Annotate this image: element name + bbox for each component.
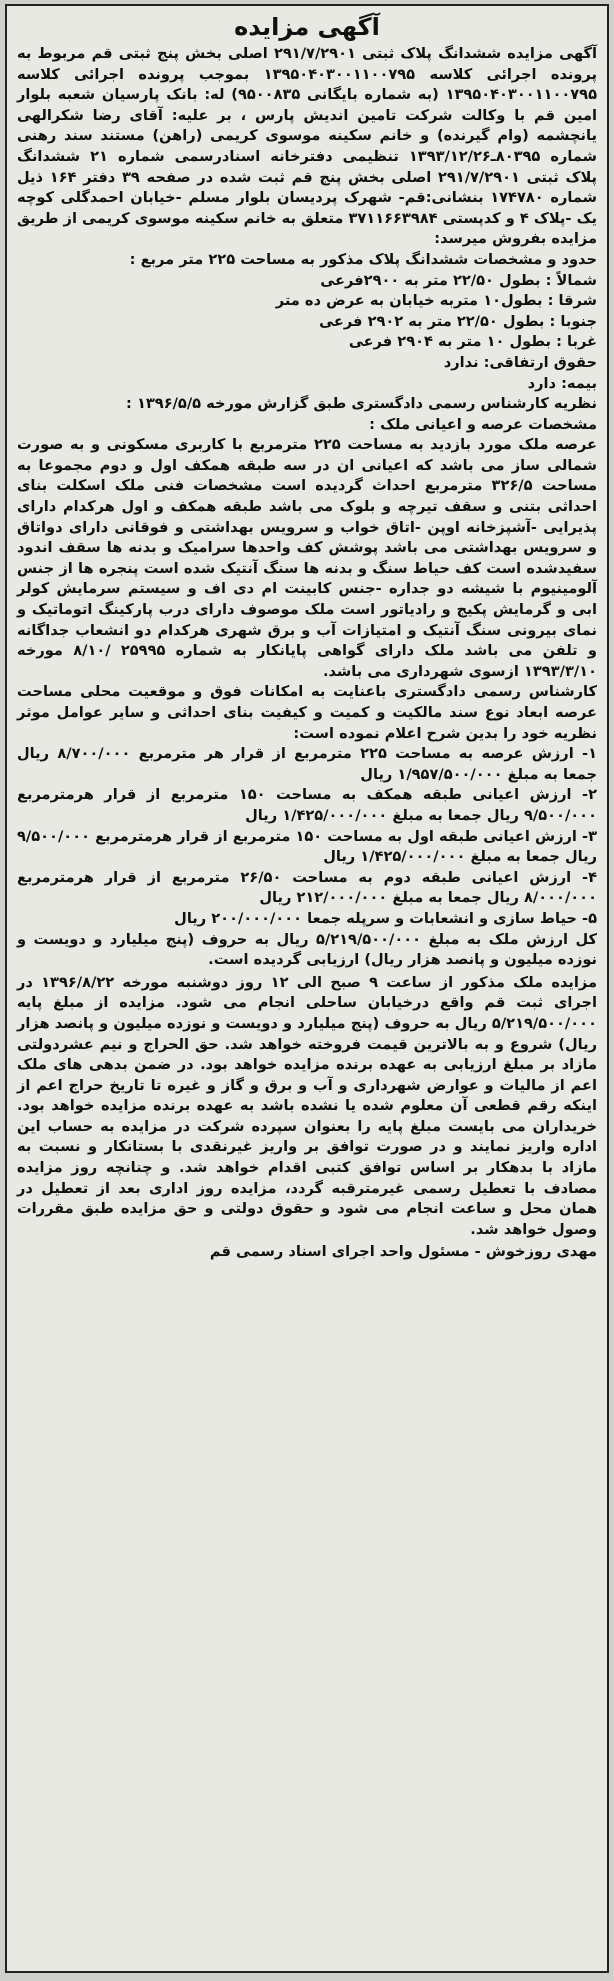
expert-heading: نظریه کارشناس رسمی دادگستری طبق گزارش مورخه ۱۳۹۶/۵/۵ : <box>126 395 597 413</box>
boundary-west: غربا : بطول ۱۰ متر به ۲۹۰۴ فرعی <box>348 333 597 351</box>
auction-notice-page <box>5 4 609 1973</box>
specs-heading: مشخصات عرصه و اعیانی ملک : <box>369 415 597 433</box>
total-value: کل ارزش ملک به مبلغ ۵/۲۱۹/۵۰۰/۰۰۰ ریال به حروف (پنج میلیارد و دویست و نوزده میلیون و پانصد هزار ریال) ارزیابی گردیده است. <box>17 930 597 969</box>
specs-paragraph: عرصه ملک مورد بازدید به مساحت ۲۲۵ مترمربع با کاربری مسکونی و به صورت شمالی ساز می باشد که اعیانی ان در سه طبقه همکف اول و دوم مجموعا به مساحت ۳۲۶/۵ مترمربع احداث گردیده است مشخصات فنی ملک اسکلت بنای احداثی بتنی و سقف تیرچه و بلوک می باشد طبقه همکف و اول هرکدام دارای پذیرایی -آشپزخانه اوپن -اتاق خواب و سرویس بهداشتی و فوقانی دارای دواتاق و سرویس بهداشتی می باشد پوشش کف واحدها سرامیک و بدنه ها سقف اندود سفیدشده است کف حیاط سنگ و بدنه ها سنگ آنتیک شده است پنجره ها از جنس آلومینیوم با شیشه دو جداره -جنس کابینت ام دی اف و سیستم سرمایش کولر ابی و گرمایش پکیج و رادیاتور است ملک موصوف دارای درب پارکینگ اتوماتیک و نمای بیرونی سنگ آنتیک و امتیازات آب و برق شهری هرکدام دو انشعاب جداگانه و تلفن می باشد ملک دارای گواهی پایانکار به شماره ۲۵۹۹۵ /۸/۱۰ مورخه ۱۳۹۳/۳/۱۰ ازسوی شهرداری می باشد. <box>17 436 598 680</box>
easement-rights: حقوق ارتفاقی: ندارد <box>443 353 597 371</box>
valuation-item-first-floor: ۳- ارزش اعیانی طبقه اول به مساحت ۱۵۰ مترمربع از قرار هرمترمربع ۹/۵۰۰/۰۰۰ ریال جمعا به مبلغ ۱/۴۲۵/۰۰۰/۰۰۰ ریال <box>17 827 597 866</box>
signature-line: مهدی روزخوش - مسئول واحد اجرای اسناد رسمی قم <box>209 1243 597 1261</box>
boundaries-intro: حدود و مشخصات ششدانگ پلاک مذکور به مساحت ۲۲۵ متر مربع : <box>129 250 597 268</box>
insurance-status: بیمه: دارد <box>527 374 597 392</box>
boundary-east: شرقا : بطول۱۰ متربه خیابان به عرض ده متر <box>275 292 597 310</box>
auction-terms: مزایده ملک مذکور از ساعت ۹ صبح الی ۱۲ روز دوشنبه مورخه ۱۳۹۶/۸/۲۲ در اجرای ثبت قم واقع درخیابان ساحلی انجام می شود. مزایده از مبلغ پایه ۵/۲۱۹/۵۰۰/۰۰۰ ریال به حروف (پنج میلیارد و دویست و نوزده میلیون و پانصد هزار ریال) شروع و به بالاترین قیمت فروخته خواهد شد. حق الحراج و نیم عشردولتی مازاد بر مبلغ ارزیابی به عهده برنده مزایده خواهد بود. در ضمن بدهی های ملک اعم از مالیات و عوارض شهرداری و آب و برق و گاز و غیره تا تاریخ حراج اعم از اینکه رقم قطعی آن معلوم شده یا نشده باشد به عهده برنده مزایده خواهد بود. خریداران می بایست مبلغ پایه را بعنوان سپرده شرکت در مزایده به حساب این اداره واریز نمایند و در صورت توافق بر واریز غیرنقدی با بستانکار و نسبت به مازاد با بدهکار بر اساس توافق کتبی اقدام خواهد شد. و چنانچه روز مزایده مصادف با تعطیل رسمی غیرمترقبه گردد، مزایده روز اداری بعد از تعطیل در همان محل و ساعت انجام می شود و حقوق دولتی و حق مزایده طبق مقررات وصول خواهد شد. <box>17 973 597 1238</box>
boundary-north: شمالاً : بطول ۲۲/۵۰ متر به ۲۹۰۰فرعی <box>320 271 597 289</box>
valuation-item-land: ۱- ارزش عرصه به مساحت ۲۲۵ مترمربع از قرار هر مترمربع ۸/۷۰۰/۰۰۰ ریال جمعا به مبلغ ۱/۹۵۷/۵۰۰/۰۰۰ ریال <box>17 745 597 783</box>
notice-title: آگهی مزایده <box>234 13 380 41</box>
notice-body <box>7 44 607 1263</box>
intro-paragraph: آگهی مزایده ششدانگ پلاک ثبتی ۲۹۱/۷/۲۹۰۱ اصلی بخش پنج ثبتی قم مربوط به پرونده اجرائی کلاسه ۱۳۹۵۰۴۰۳۰۰۱۱۰۰۷۹۵ بموجب پرونده اجرائی کلاسه ۱۳۹۵۰۴۰۳۰۰۱۱۰۰۷۹۵ (به شماره بایگانی ۹۵۰۰۸۳۵) له: بانک پارسیان شعبه بلوار امین قم با وکالت شرکت تامین اندیش پارس ، بر علیه: آقای رضا شکرالهی یانچشمه (وام گیرنده) و خانم سکینه موسوی کریمی (راهن) مستند سند رهنی شماره ۸۰۳۹۵ـ۱۳۹۳/۱۲/۲۶ تنظیمی دفترخانه اسنادرسمی شماره ۲۱ ششدانگ پلاک ثبتی ۲۹۱/۷/۲۹۰۱ اصلی بخش پنج قم ثبت شده در صفحه ۳۹ دفتر ۱۶۴ ذیل شماره ۱۷۴۷۸۰ بنشانی:قم- شهرک پردیسان بلوار مسلم -خیابان احمدگلی کوچه یک -پلاک ۴ و کدپستی ۳۷۱۱۶۶۳۹۸۴ متعلق به خانم سکینه موسوی کریمی از طریق مزایده بفروش میرسد: <box>17 45 598 248</box>
valuation-item-ground-floor: ۲- ارزش اعیانی طبقه همکف به مساحت ۱۵۰ مترمربع از قرار هرمترمربع ۹/۵۰۰/۰۰۰ ریال جمعا به مبلغ ۱/۴۲۵/۰۰۰/۰۰۰ ریال <box>17 786 597 824</box>
valuation-item-yard: ۵- حیاط سازی و انشعابات و سرپله جمعا ۲۰۰/۰۰۰/۰۰۰ ریال <box>174 909 597 927</box>
boundary-south: جنوبا : بطول ۲۲/۵۰ متر به ۲۹۰۲ فرعی <box>319 312 597 330</box>
valuation-item-second-floor: ۴- ارزش اعیانی طبقه دوم به مساحت ۲۶/۵۰ مترمربع از قرار هرمترمربع ۸/۰۰۰/۰۰۰ ریال جمعا به مبلغ ۲۱۲/۰۰۰/۰۰۰ ریال <box>17 868 597 907</box>
valuation-intro: کارشناس رسمی دادگستری باعنایت به امکانات فوق و موقعیت محلی مساحت عرصه ابعاد نوع سند مالکیت و کمیت و کیفیت بنای احداثی و سایر عوامل موثر نظریه خود را بدین شرح اعلام نموده است: <box>17 683 597 742</box>
